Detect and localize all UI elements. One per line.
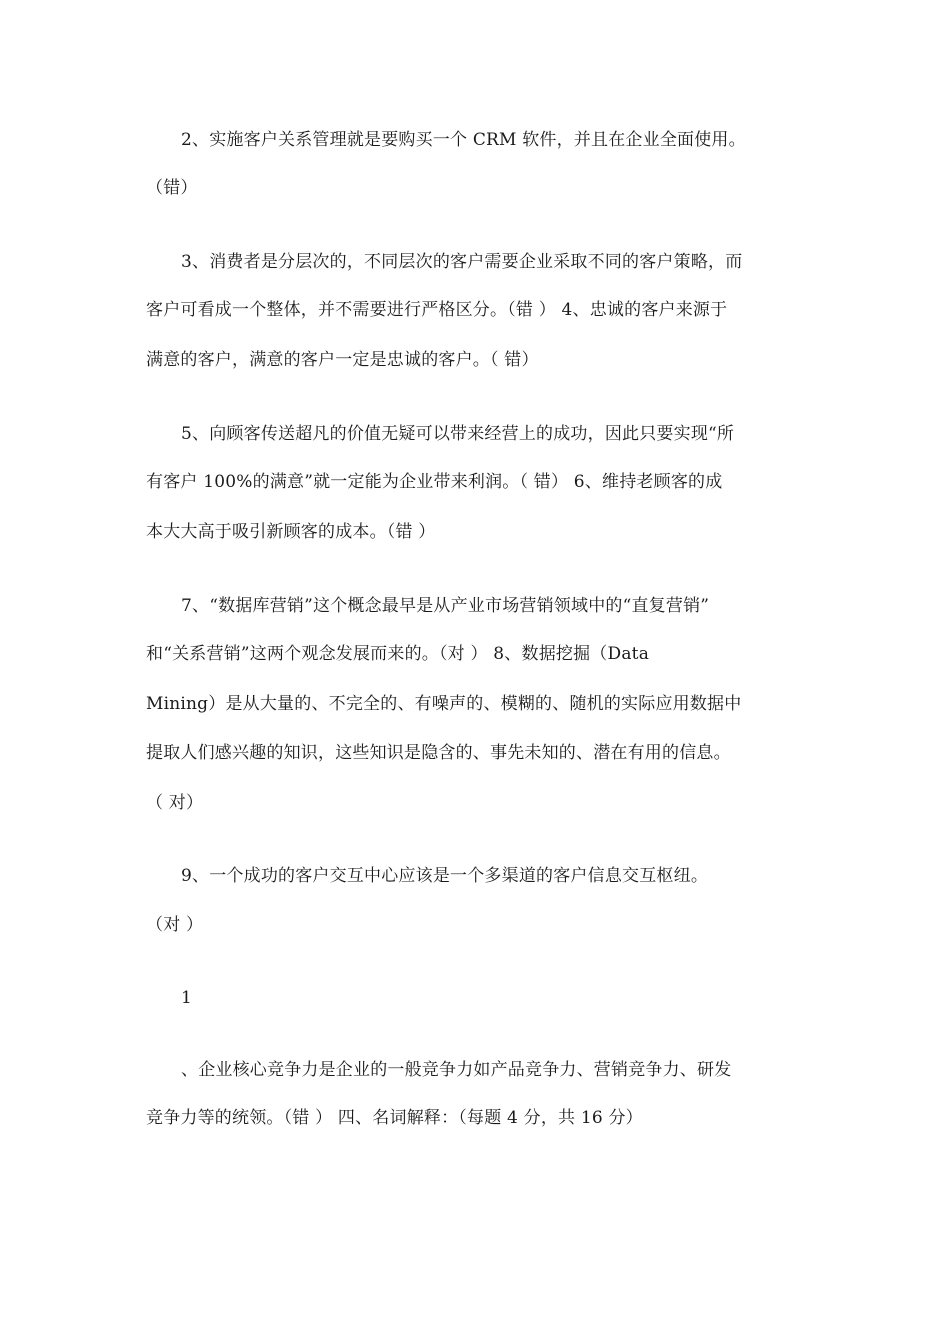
question-2-answer: （错） (146, 178, 198, 198)
question-3-line-1: 3、消费者是分层次的，不同层次的客户需要企业采取不同的客户策略，而 (181, 252, 743, 272)
question-5-6-line-2: 有客户 100%的满意”就一定能为企业带来利润。（ 错） 6、维持老顾客的成 (146, 472, 723, 492)
question-8-line-3: Mining）是从大量的、不完全的、有噪声的、模糊的、随机的实际应用数据中 (146, 694, 742, 714)
question-number: 1 (181, 988, 193, 1008)
question-4-line-3: 满意的客户，满意的客户一定是忠诚的客户。（ 错） (146, 350, 539, 370)
question-5-line-1: 5、向顾客传送超凡的价值无疑可以带来经营上的成功，因此只要实现“所 (181, 424, 735, 444)
question-10-line-1: 、企业核心竞争力是企业的一般竞争力如产品竞争力、营销竞争力、研发 (181, 1060, 732, 1080)
question-7-8-line-2: 和“关系营销”这两个观念发展而来的。（对 ） 8、数据挖掘（Data (146, 644, 650, 664)
question-10-section-heading: 竞争力等的统领。（错 ） 四、名词解释：（每题 4 分，共 16 分） (146, 1108, 643, 1128)
question-9-answer: （对 ） (146, 915, 204, 935)
question-9-line-1: 9、一个成功的客户交互中心应该是一个多渠道的客户信息交互枢纽。 (181, 866, 709, 886)
question-8-line-4: 提取人们感兴趣的知识，这些知识是隐含的、事先未知的、潜在有用的信息。 (146, 743, 731, 763)
question-8-answer: （ 对） (146, 793, 204, 813)
question-3-4-line-2: 客户可看成一个整体，并不需要进行严格区分。（错 ） 4、忠诚的客户来源于 (146, 300, 728, 320)
question-7-line-1: 7、“数据库营销”这个概念最早是从产业市场营销领域中的“直复营销” (181, 596, 710, 616)
question-2-line-1: 2、实施客户关系管理就是要购买一个 CRM 软件，并且在企业全面使用。 (181, 130, 746, 150)
question-6-line-3: 本大大高于吸引新顾客的成本。（错 ） (146, 522, 436, 542)
